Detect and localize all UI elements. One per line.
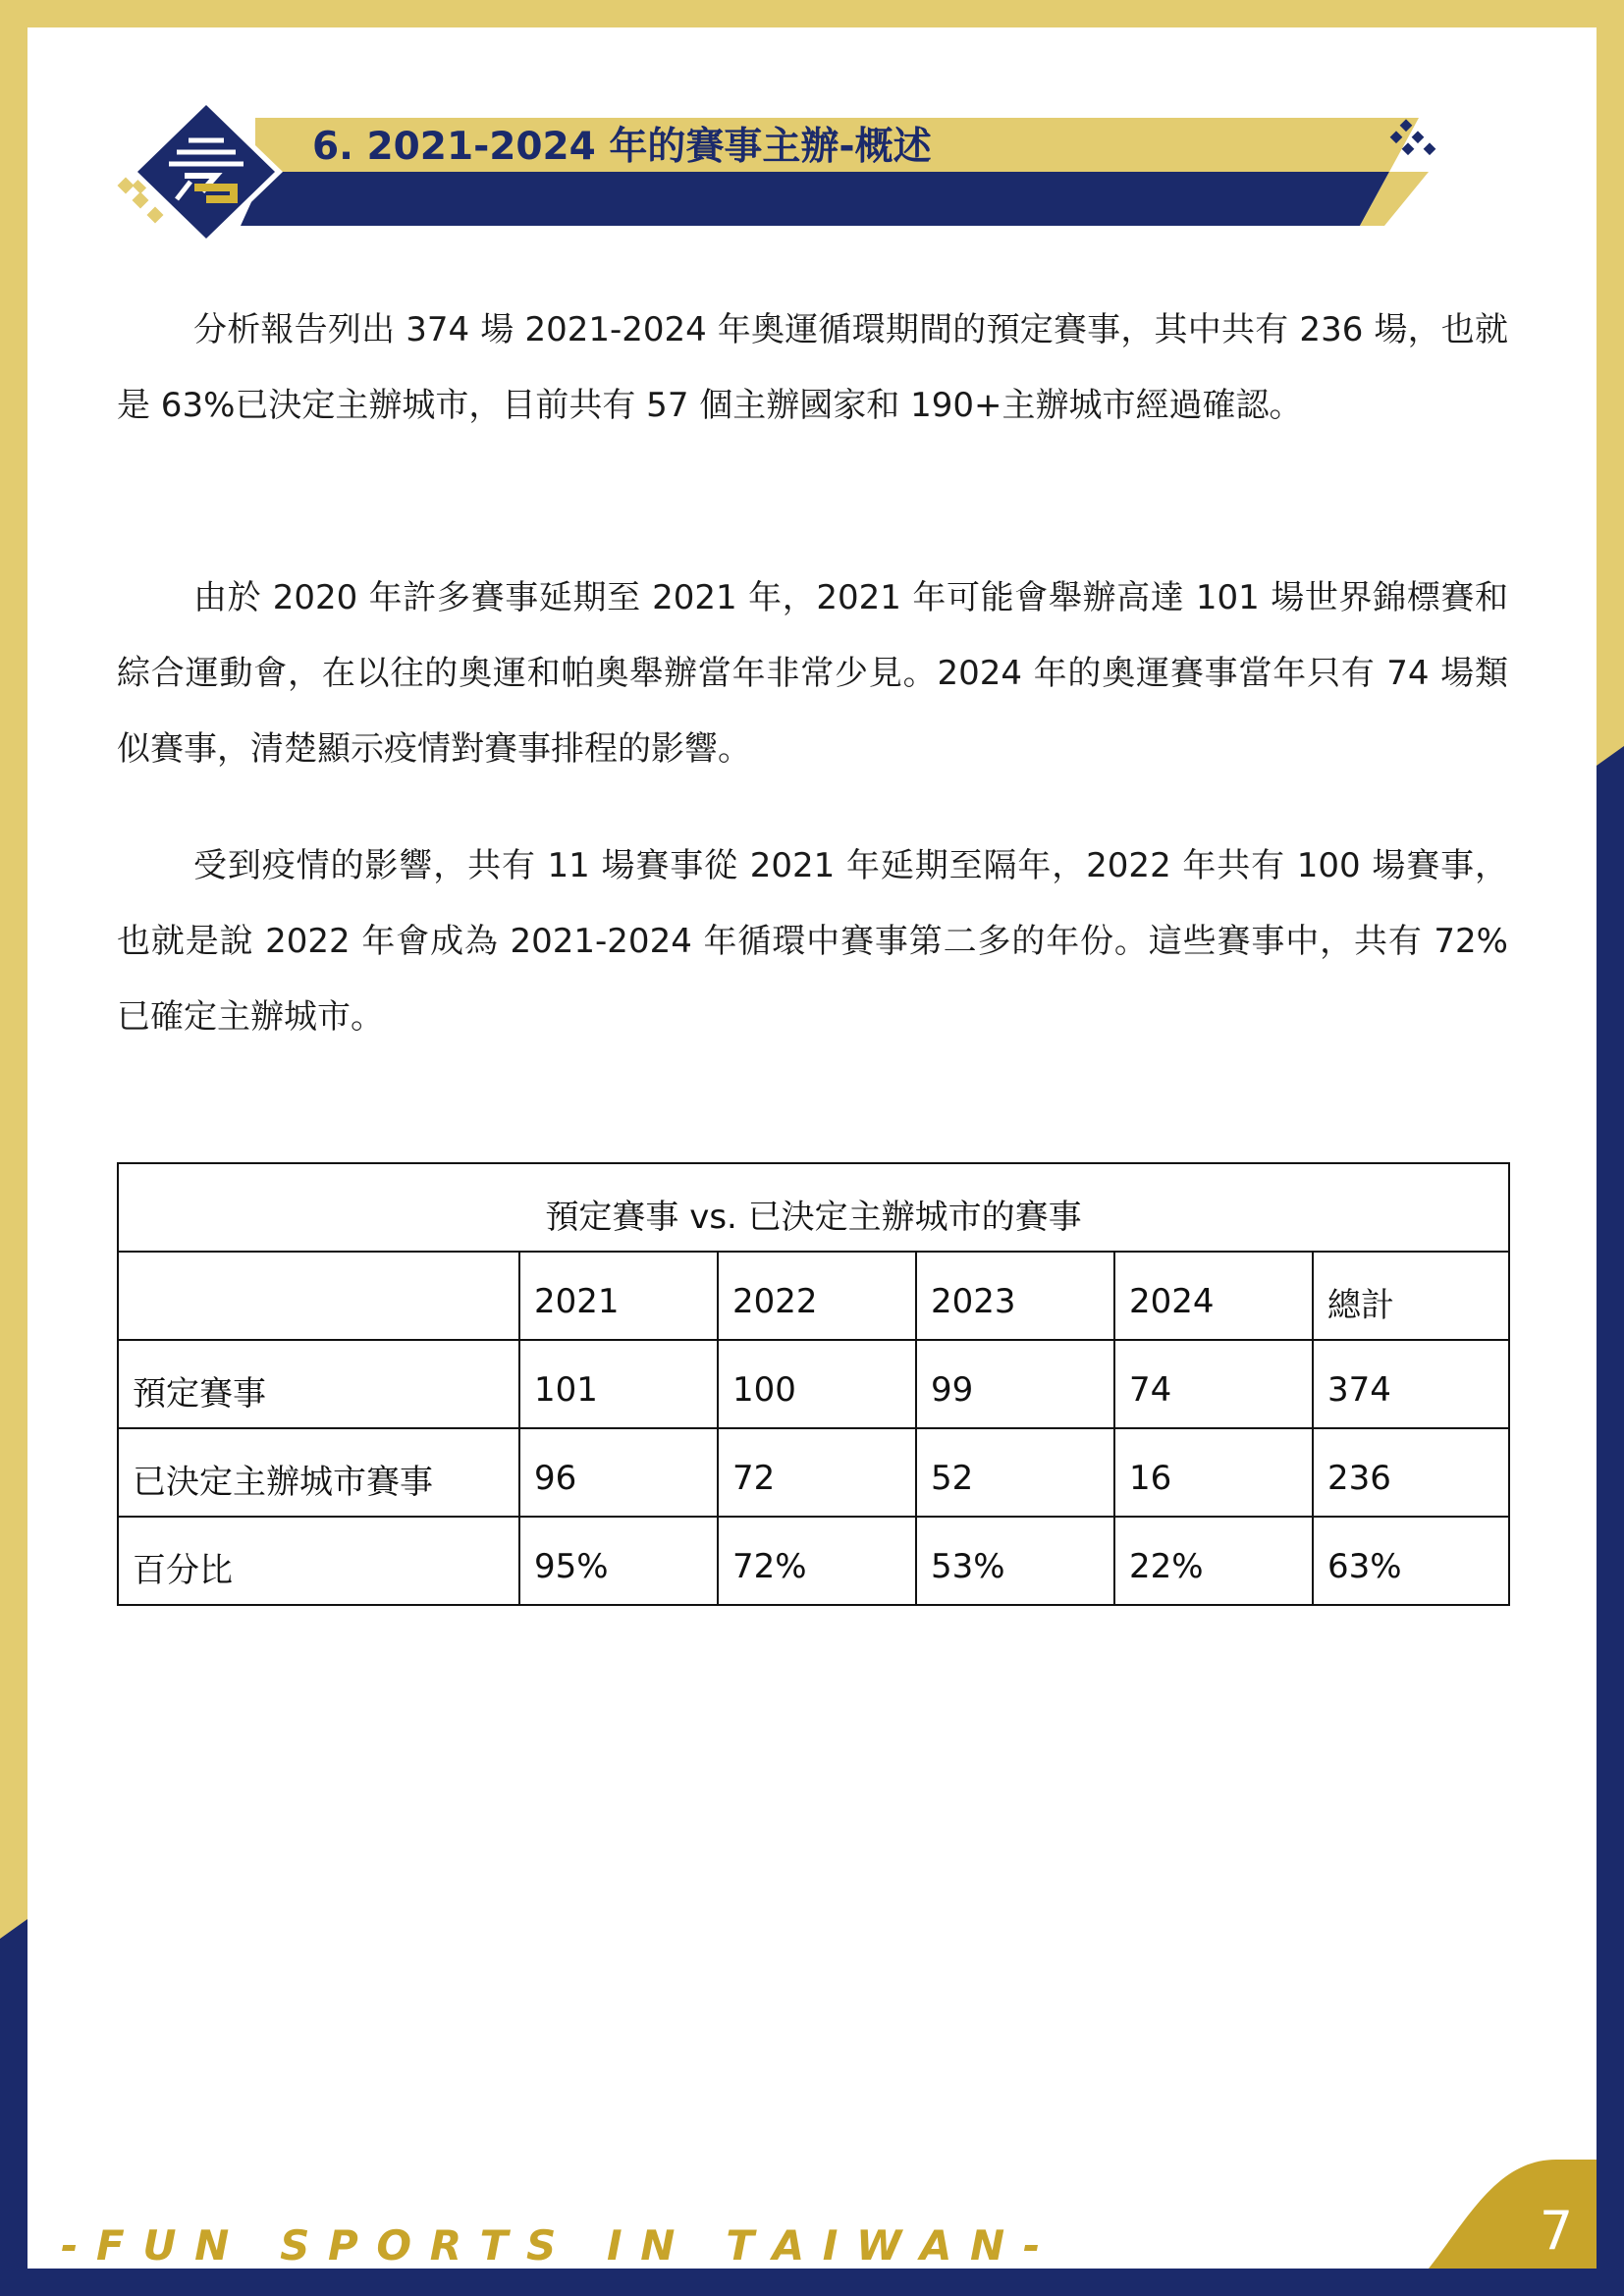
- table-cell: 52: [916, 1428, 1114, 1517]
- table-cell: 96: [519, 1428, 718, 1517]
- table-cell: 預定賽事: [118, 1340, 519, 1428]
- table-caption-row: [118, 1163, 1509, 1252]
- page-title: 6. 2021-2024 年的賽事主辦-概述: [312, 125, 932, 169]
- table-cell: 72%: [718, 1517, 916, 1605]
- page-number: 7: [1539, 2200, 1574, 2262]
- table-row: [118, 1517, 1509, 1605]
- table-cell: 已決定主辦城市賽事: [118, 1428, 519, 1517]
- table-header-cell: 2024: [1114, 1252, 1313, 1340]
- table-header-cell: 2021: [519, 1252, 718, 1340]
- table-header-cell: 2022: [718, 1252, 916, 1340]
- table-cell: 74: [1114, 1340, 1313, 1428]
- table-cell: 236: [1313, 1428, 1509, 1517]
- table-cell: 101: [519, 1340, 718, 1428]
- table-header-row: [118, 1252, 1509, 1340]
- table-cell: 22%: [1114, 1517, 1313, 1605]
- table-cell: 72: [718, 1428, 916, 1517]
- table-caption: 預定賽事 vs. 已決定主辦城市的賽事: [118, 1163, 1509, 1252]
- table-header-cell: 2023: [916, 1252, 1114, 1340]
- table-cell: 63%: [1313, 1517, 1509, 1605]
- paragraph-1: 分析報告列出 374 場 2021-2024 年奧運循環期間的預定賽事，其中共有 236 場，也就是 63%已決定主辦城市，目前共有 57 個主辦國家和 190+主辦城市經過確認。: [117, 310, 1508, 425]
- table-cell: 100: [718, 1340, 916, 1428]
- table-cell: 16: [1114, 1428, 1313, 1517]
- events-table: [117, 1162, 1510, 1606]
- paragraph-3: 受到疫情的影響，共有 11 場賽事從 2021 年延期至隔年，2022 年共有 100 場賽事，也就是說 2022 年會成為 2021-2024 年循環中賽事第二多的年份。這些賽事中，共有 72%已確定主辦城市。: [117, 846, 1508, 1037]
- table-cell: 95%: [519, 1517, 718, 1605]
- table-cell: 53%: [916, 1517, 1114, 1605]
- table-header-cell: 總計: [1313, 1252, 1509, 1340]
- paragraph-2: 由於 2020 年許多賽事延期至 2021 年，2021 年可能會舉辦高達 101 場世界錦標賽和綜合運動會，在以往的奧運和帕奧舉辦當年非常少見。2024 年的奧運賽事當年只有 74 場類似賽事，清楚顯示疫情對賽事排程的影響。: [117, 578, 1508, 769]
- table-cell: 374: [1313, 1340, 1509, 1428]
- footer-slogan: - F U N S P O R T S I N T A I W A N -: [61, 2221, 1043, 2269]
- table-cell: 99: [916, 1340, 1114, 1428]
- table-row: [118, 1428, 1509, 1517]
- table-header-cell: [118, 1252, 519, 1340]
- table-row: [118, 1340, 1509, 1428]
- table-cell: 百分比: [118, 1517, 519, 1605]
